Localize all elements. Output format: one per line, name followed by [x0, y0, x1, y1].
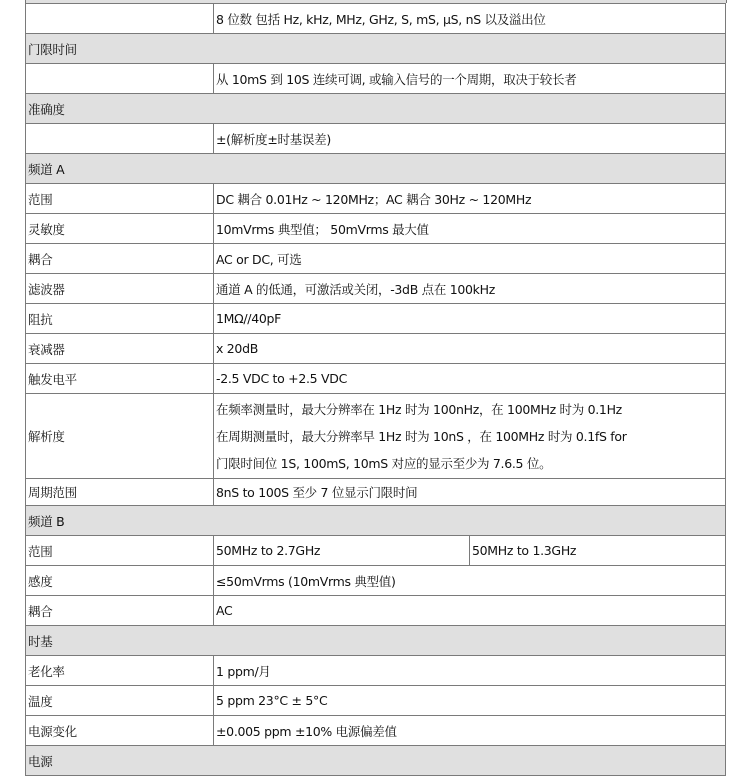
section-title: 频道 A — [26, 154, 726, 184]
spec-label: 衰减器 — [26, 334, 214, 364]
spec-value: 8nS to 100S 至少 7 位显示门限时间 — [214, 479, 726, 506]
section-header-row — [26, 506, 726, 536]
spec-label: 温度 — [26, 686, 214, 716]
spec-value-line: 在周期测量时，最大分辨率早 1Hz 时为 10nS ，在 100MHz 时为 0.1fS for — [216, 428, 627, 444]
spec-label: 感度 — [26, 566, 214, 596]
spec-row — [26, 274, 726, 304]
spec-value: 50MHz to 2.7GHz — [214, 536, 470, 566]
spec-value: DC 耦合 0.01Hz ~ 120MHz；AC 耦合 30Hz ~ 120MHz — [214, 184, 726, 214]
spec-value: AC — [214, 596, 726, 626]
spec-table — [25, 3, 726, 776]
spec-value: ±(解析度±时基误差) — [214, 124, 726, 154]
spec-row — [26, 716, 726, 746]
spec-label: 耦合 — [26, 596, 214, 626]
spec-value: 5 ppm 23°C ± 5°C — [214, 686, 726, 716]
spec-label: 范围 — [26, 536, 214, 566]
spec-label: 耦合 — [26, 244, 214, 274]
spec-value: 10mVrms 典型值； 50mVrms 最大值 — [214, 214, 726, 244]
spec-value: 1 ppm/月 — [214, 656, 726, 686]
spec-row — [26, 304, 726, 334]
spec-row — [26, 364, 726, 394]
spec-row — [26, 4, 726, 34]
spec-value: ≤50mVrms (10mVrms 典型值) — [214, 566, 726, 596]
spec-row — [26, 566, 726, 596]
spec-row — [26, 124, 726, 154]
spec-row — [26, 334, 726, 364]
spec-value: ±0.005 ppm ±10% 电源偏差值 — [214, 716, 726, 746]
section-title: 时基 — [26, 626, 726, 656]
spec-row — [26, 686, 726, 716]
spec-value: AC or DC, 可选 — [214, 244, 726, 274]
spec-row — [26, 244, 726, 274]
spec-label — [26, 64, 214, 94]
spec-label: 范围 — [26, 184, 214, 214]
spec-value: 1MΩ//40pF — [214, 304, 726, 334]
spec-label: 滤波器 — [26, 274, 214, 304]
spec-value-line: 门限时间位 1S, 100mS, 10mS 对应的显示至少为 7.6.5 位。 — [216, 455, 552, 471]
spec-value: 8 位数 包括 Hz, kHz, MHz, GHz, S, mS, μS, nS 以及溢出位 — [214, 4, 726, 34]
spec-value-line: 在频率测量时，最大分辨率在 1Hz 时为 100nHz，在 100MHz 时为 0.1Hz — [216, 401, 622, 417]
spec-label: 解析度 — [26, 394, 214, 479]
spec-label — [26, 4, 214, 34]
spec-label: 灵敏度 — [26, 214, 214, 244]
spec-row — [26, 64, 726, 94]
spec-row — [26, 656, 726, 686]
spec-row — [26, 479, 726, 506]
section-title: 门限时间 — [26, 34, 726, 64]
section-title: 频道 B — [26, 506, 726, 536]
spec-value-2: 50MHz to 1.3GHz — [470, 536, 726, 566]
spec-label: 触发电平 — [26, 364, 214, 394]
spec-value: 从 10mS 到 10S 连续可调, 或输入信号的一个周期，取决于较长者 — [214, 64, 726, 94]
spec-value: 通道 A 的低通，可激活或关闭，-3dB 点在 100kHz — [214, 274, 726, 304]
section-title: 准确度 — [26, 94, 726, 124]
spec-label — [26, 124, 214, 154]
spec-value — [214, 394, 726, 479]
spec-row — [26, 596, 726, 626]
section-header-row — [26, 154, 726, 184]
section-header-row — [26, 94, 726, 124]
spec-label: 周期范围 — [26, 479, 214, 506]
spec-label: 阻抗 — [26, 304, 214, 334]
section-header-row — [26, 34, 726, 64]
spec-value: x 20dB — [214, 334, 726, 364]
spec-row — [26, 184, 726, 214]
spec-label: 老化率 — [26, 656, 214, 686]
section-title: 电源 — [26, 746, 726, 776]
spec-row — [26, 214, 726, 244]
spec-value: -2.5 VDC to +2.5 VDC — [214, 364, 726, 394]
section-header-row — [26, 626, 726, 656]
spec-row — [26, 394, 726, 479]
spec-row — [26, 536, 726, 566]
spec-label: 电源变化 — [26, 716, 214, 746]
